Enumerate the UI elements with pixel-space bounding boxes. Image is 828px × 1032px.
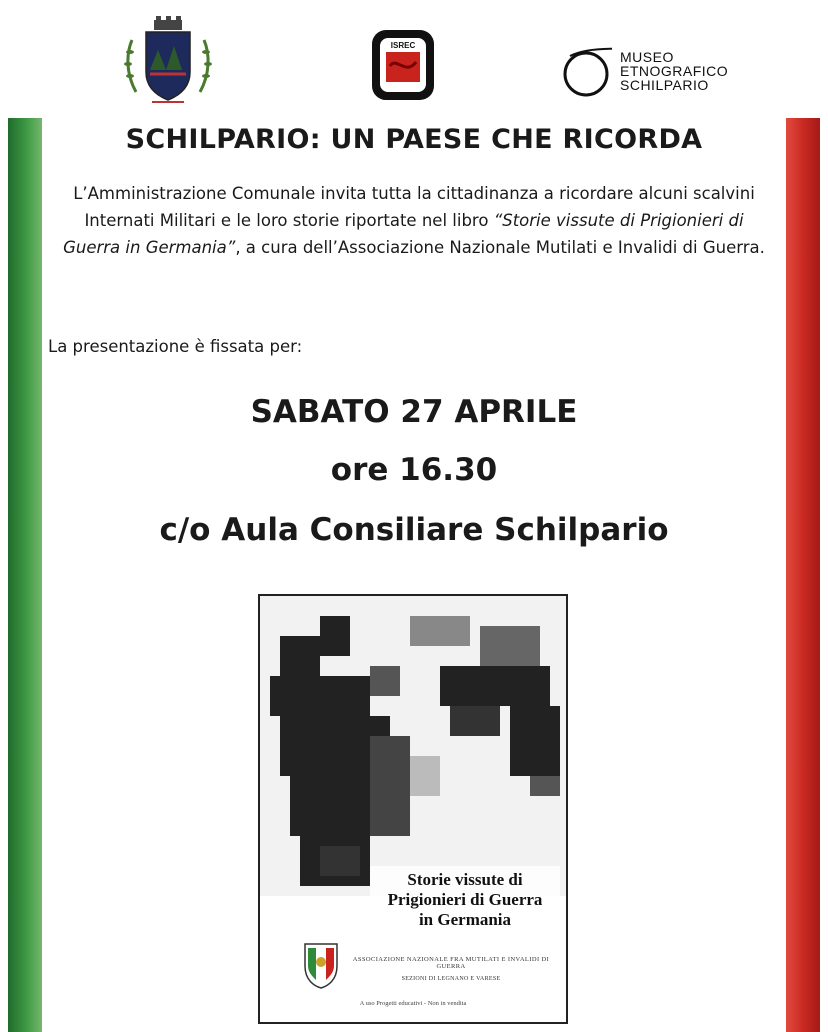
intro-part2: , a cura dell’Associazione Nazionale Mutilati e Invalidi di Guerra. [235,238,765,257]
museo-line2: ETNOGRAFICO [620,63,729,79]
page-title: SCHILPARIO: UN PAESE CHE RICORDA [125,124,703,155]
museo-line1: MUSEO [620,49,674,65]
cover-title-line2: Prigionieri di Guerra [387,890,543,909]
cover-title-line3: in Germania [418,910,512,929]
isrec-logo [368,26,438,104]
isrec-logo-text: ISREC [390,41,416,50]
event-time: ore 16.30 [330,452,498,488]
flag-stripe-red [786,118,820,1032]
intro-paragraph [60,180,768,261]
event-place: c/o Aula Consiliare Schilpario [159,512,669,548]
cover-note: A uso Progetti educativi - Non in vendita [359,1000,467,1007]
assoc-line2: SEZIONI DI LEGNANO E VARESE [401,976,501,982]
intro-part1: L’Amministrazione Comunale invita tutta la cittadinanza a ricordare alcuni scalvini Internati Militari e le loro storie riportate nel libro [73,184,755,230]
flag-stripe-green [8,118,42,1032]
presentation-lead: La presentazione è fissata per: [48,337,303,356]
event-date: SABATO 27 APRILE [250,394,578,430]
museo-etnografico-logo [560,40,760,106]
cover-title-line1: Storie vissute di [407,870,523,889]
book-cover-title [370,866,560,934]
museo-line3: SCHILPARIO [620,77,709,93]
association-shield-icon [302,940,340,990]
association-text [346,956,556,982]
museo-circle-icon [560,46,612,98]
assoc-line1: ASSOCIAZIONE NAZIONALE FRA MUTILATI E INVALIDI DI GUERRA [352,956,550,970]
intro-book-title: “Storie vissute di Prigionieri di Guerra in Germania” [63,211,744,257]
comune-coat-of-arms-logo [122,14,214,108]
book-cover [258,594,568,1024]
book-cover-photo [260,596,566,896]
